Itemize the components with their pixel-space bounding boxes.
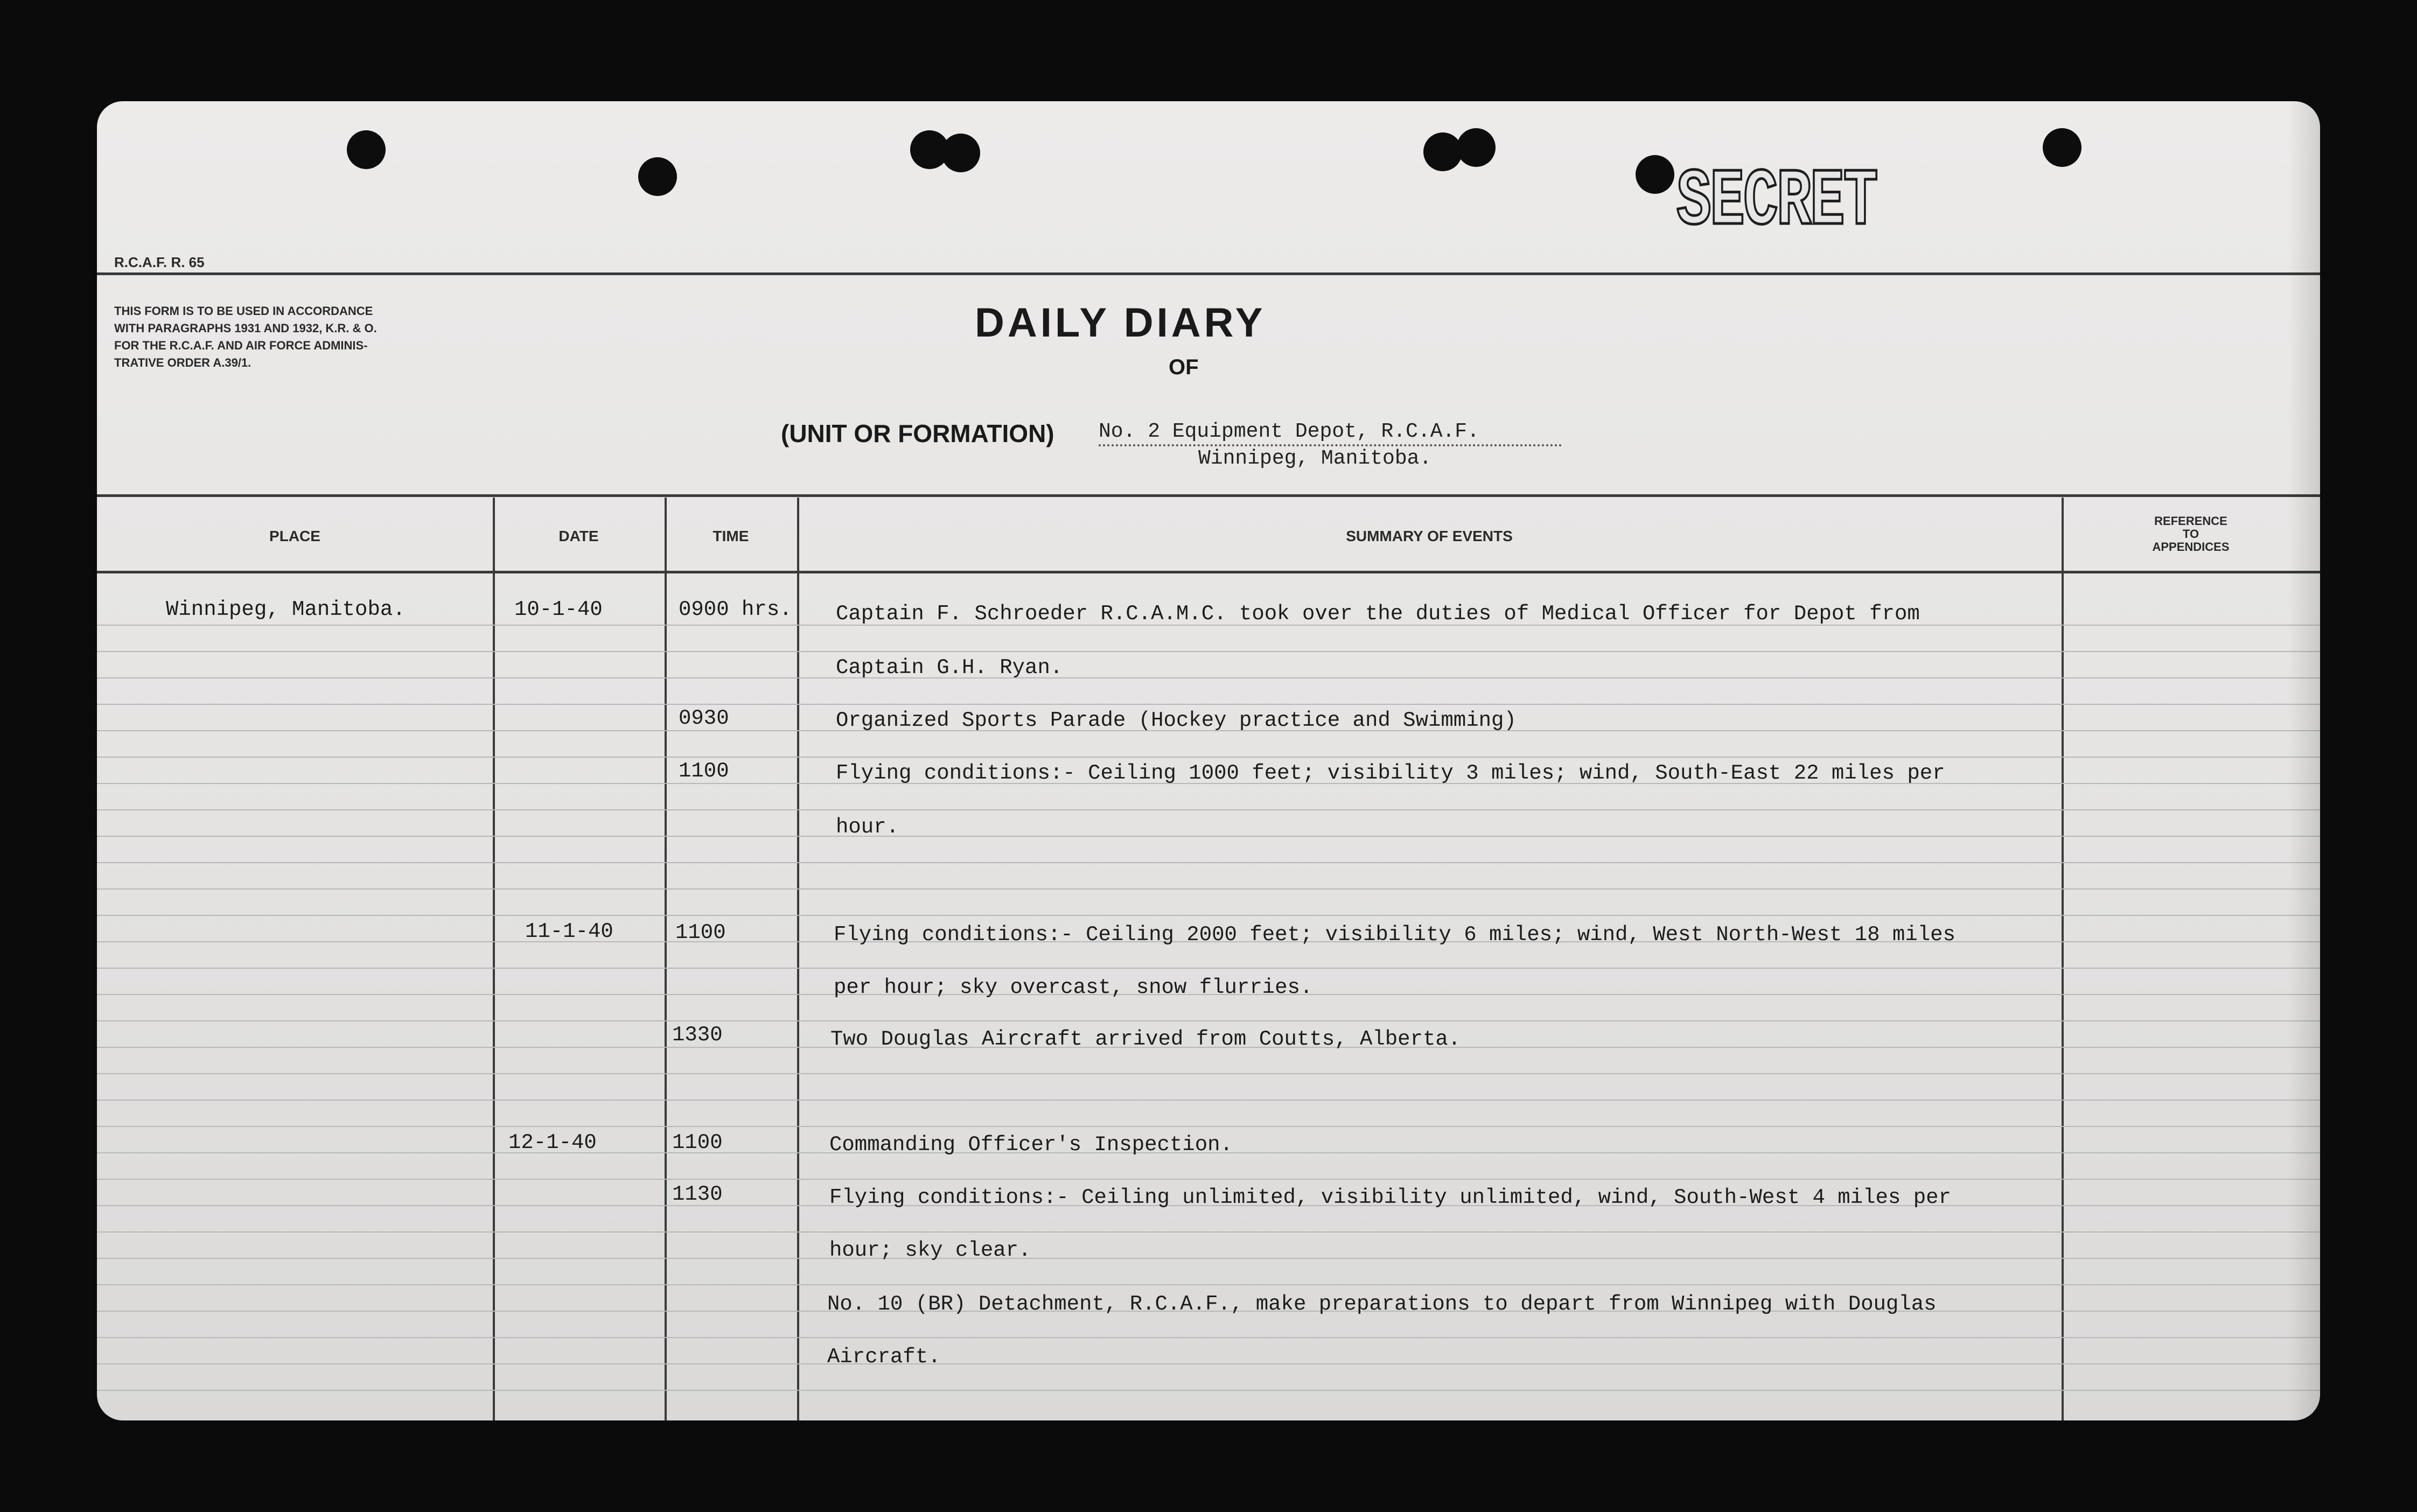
form-title: DAILY DIARY [975, 300, 1266, 346]
entry-summary-line: Aircraft. [827, 1345, 941, 1369]
ruled-line [97, 1100, 2320, 1101]
entry-summary-line: Two Douglas Aircraft arrived from Coutts, Alberta. [830, 1027, 1461, 1051]
entry-date: 12-1-40 [508, 1131, 597, 1154]
instruction-line: FOR THE R.C.A.F. AND AIR FORCE ADMINIS- [114, 339, 368, 352]
punch-hole [1636, 155, 1674, 194]
entry-date: 11-1-40 [525, 920, 613, 943]
ruled-line [97, 968, 2320, 969]
ruled-line [97, 1179, 2320, 1180]
instruction-line: THIS FORM IS TO BE USED IN ACCORDANCE [114, 304, 373, 318]
unit-location: Winnipeg, Manitoba. [1198, 447, 1432, 470]
ruled-line [97, 651, 2320, 652]
punch-hole [941, 134, 980, 172]
entry-summary-line: No. 10 (BR) Detachment, R.C.A.F., make preparations to depart from Winnipeg with Douglas [827, 1292, 1937, 1316]
form-number: R.C.A.F. R. 65 [114, 254, 205, 270]
entry-date: 10-1-40 [514, 598, 603, 621]
column-divider [2062, 498, 2064, 1420]
ruled-line [97, 1020, 2320, 1021]
secret-stamp: SECRET [1676, 157, 1877, 248]
header-row-border [97, 571, 2320, 573]
column-header-time: TIME [712, 528, 749, 544]
entry-summary-line: hour. [836, 815, 899, 839]
ruled-line [97, 677, 2320, 678]
instruction-line: WITH PARAGRAPHS 1931 AND 1932, K.R. & O. [114, 321, 377, 335]
entry-time: 1100 [679, 759, 729, 783]
column-header-reference: REFERENCE TO APPENDICES [2152, 514, 2230, 554]
entry-summary-line: Captain G.H. Ryan. [836, 656, 1063, 680]
entry-summary-line: Flying conditions:- Ceiling 1000 feet; visibility 3 miles; wind, South-East 22 miles per [836, 761, 1945, 785]
column-header-place: PLACE [269, 528, 320, 544]
punch-hole [638, 157, 677, 196]
diary-form-card [97, 101, 2320, 1420]
ruled-line [97, 1390, 2320, 1391]
punch-hole [1423, 132, 1462, 171]
unit-label: (UNIT OR FORMATION) [781, 419, 1054, 447]
form-title-of: OF [1169, 355, 1199, 379]
ruled-line [97, 888, 2320, 890]
column-header-summary: SUMMARY OF EVENTS [1346, 528, 1513, 544]
entry-time: 1100 [672, 1131, 723, 1154]
instruction-line: TRATIVE ORDER A.39/1. [114, 356, 252, 369]
punch-hole [347, 130, 386, 169]
ruled-line [97, 1258, 2320, 1259]
entry-summary-line: per hour; sky overcast, snow flurries. [834, 976, 1313, 999]
ruled-line [97, 836, 2320, 837]
column-divider [493, 498, 495, 1420]
column-divider [797, 498, 799, 1420]
entry-place: Winnipeg, Manitoba. [166, 598, 406, 621]
ruled-line [97, 1363, 2320, 1364]
punch-hole [2043, 128, 2081, 167]
column-header-date: DATE [558, 528, 599, 544]
entry-summary-line: Commanding Officer's Inspection. [829, 1133, 1233, 1157]
ruled-line [97, 1231, 2320, 1233]
form-instructions [114, 303, 545, 372]
ruled-line [97, 862, 2320, 863]
entry-summary-line: Flying conditions:- Ceiling unlimited, visibility unlimited, wind, South-West 4 miles per [829, 1186, 1951, 1209]
entry-time: 1330 [672, 1023, 723, 1047]
entry-time: 0930 [679, 706, 729, 730]
ruled-line [97, 1126, 2320, 1127]
punch-hole [1457, 128, 1496, 167]
ruled-line [97, 809, 2320, 810]
entry-summary-line: hour; sky clear. [829, 1238, 1031, 1262]
ruled-line [97, 1073, 2320, 1074]
ruled-line [97, 704, 2320, 705]
entry-time: 1130 [672, 1182, 723, 1206]
card-edge-shadow [2288, 101, 2320, 1420]
header-divider [97, 272, 2320, 275]
entry-time: 0900 hrs. [679, 598, 792, 621]
ruled-line [97, 1284, 2320, 1285]
entry-summary-line: Flying conditions:- Ceiling 2000 feet; visibility 6 miles; wind, West North-West 18 miles [834, 923, 1955, 947]
entry-time: 1100 [675, 921, 726, 944]
entry-summary-line: Captain F. Schroeder R.C.A.M.C. took over the duties of Medical Officer for Depot from [836, 602, 1920, 626]
column-divider [665, 498, 667, 1420]
ruled-line [97, 757, 2320, 758]
ruled-line [97, 915, 2320, 916]
entry-summary-line: Organized Sports Parade (Hockey practice and Swimming) [836, 709, 1517, 732]
unit-name: No. 2 Equipment Depot, R.C.A.F. [1099, 420, 1562, 446]
table-top-border [97, 494, 2320, 497]
ruled-line [97, 1337, 2320, 1338]
